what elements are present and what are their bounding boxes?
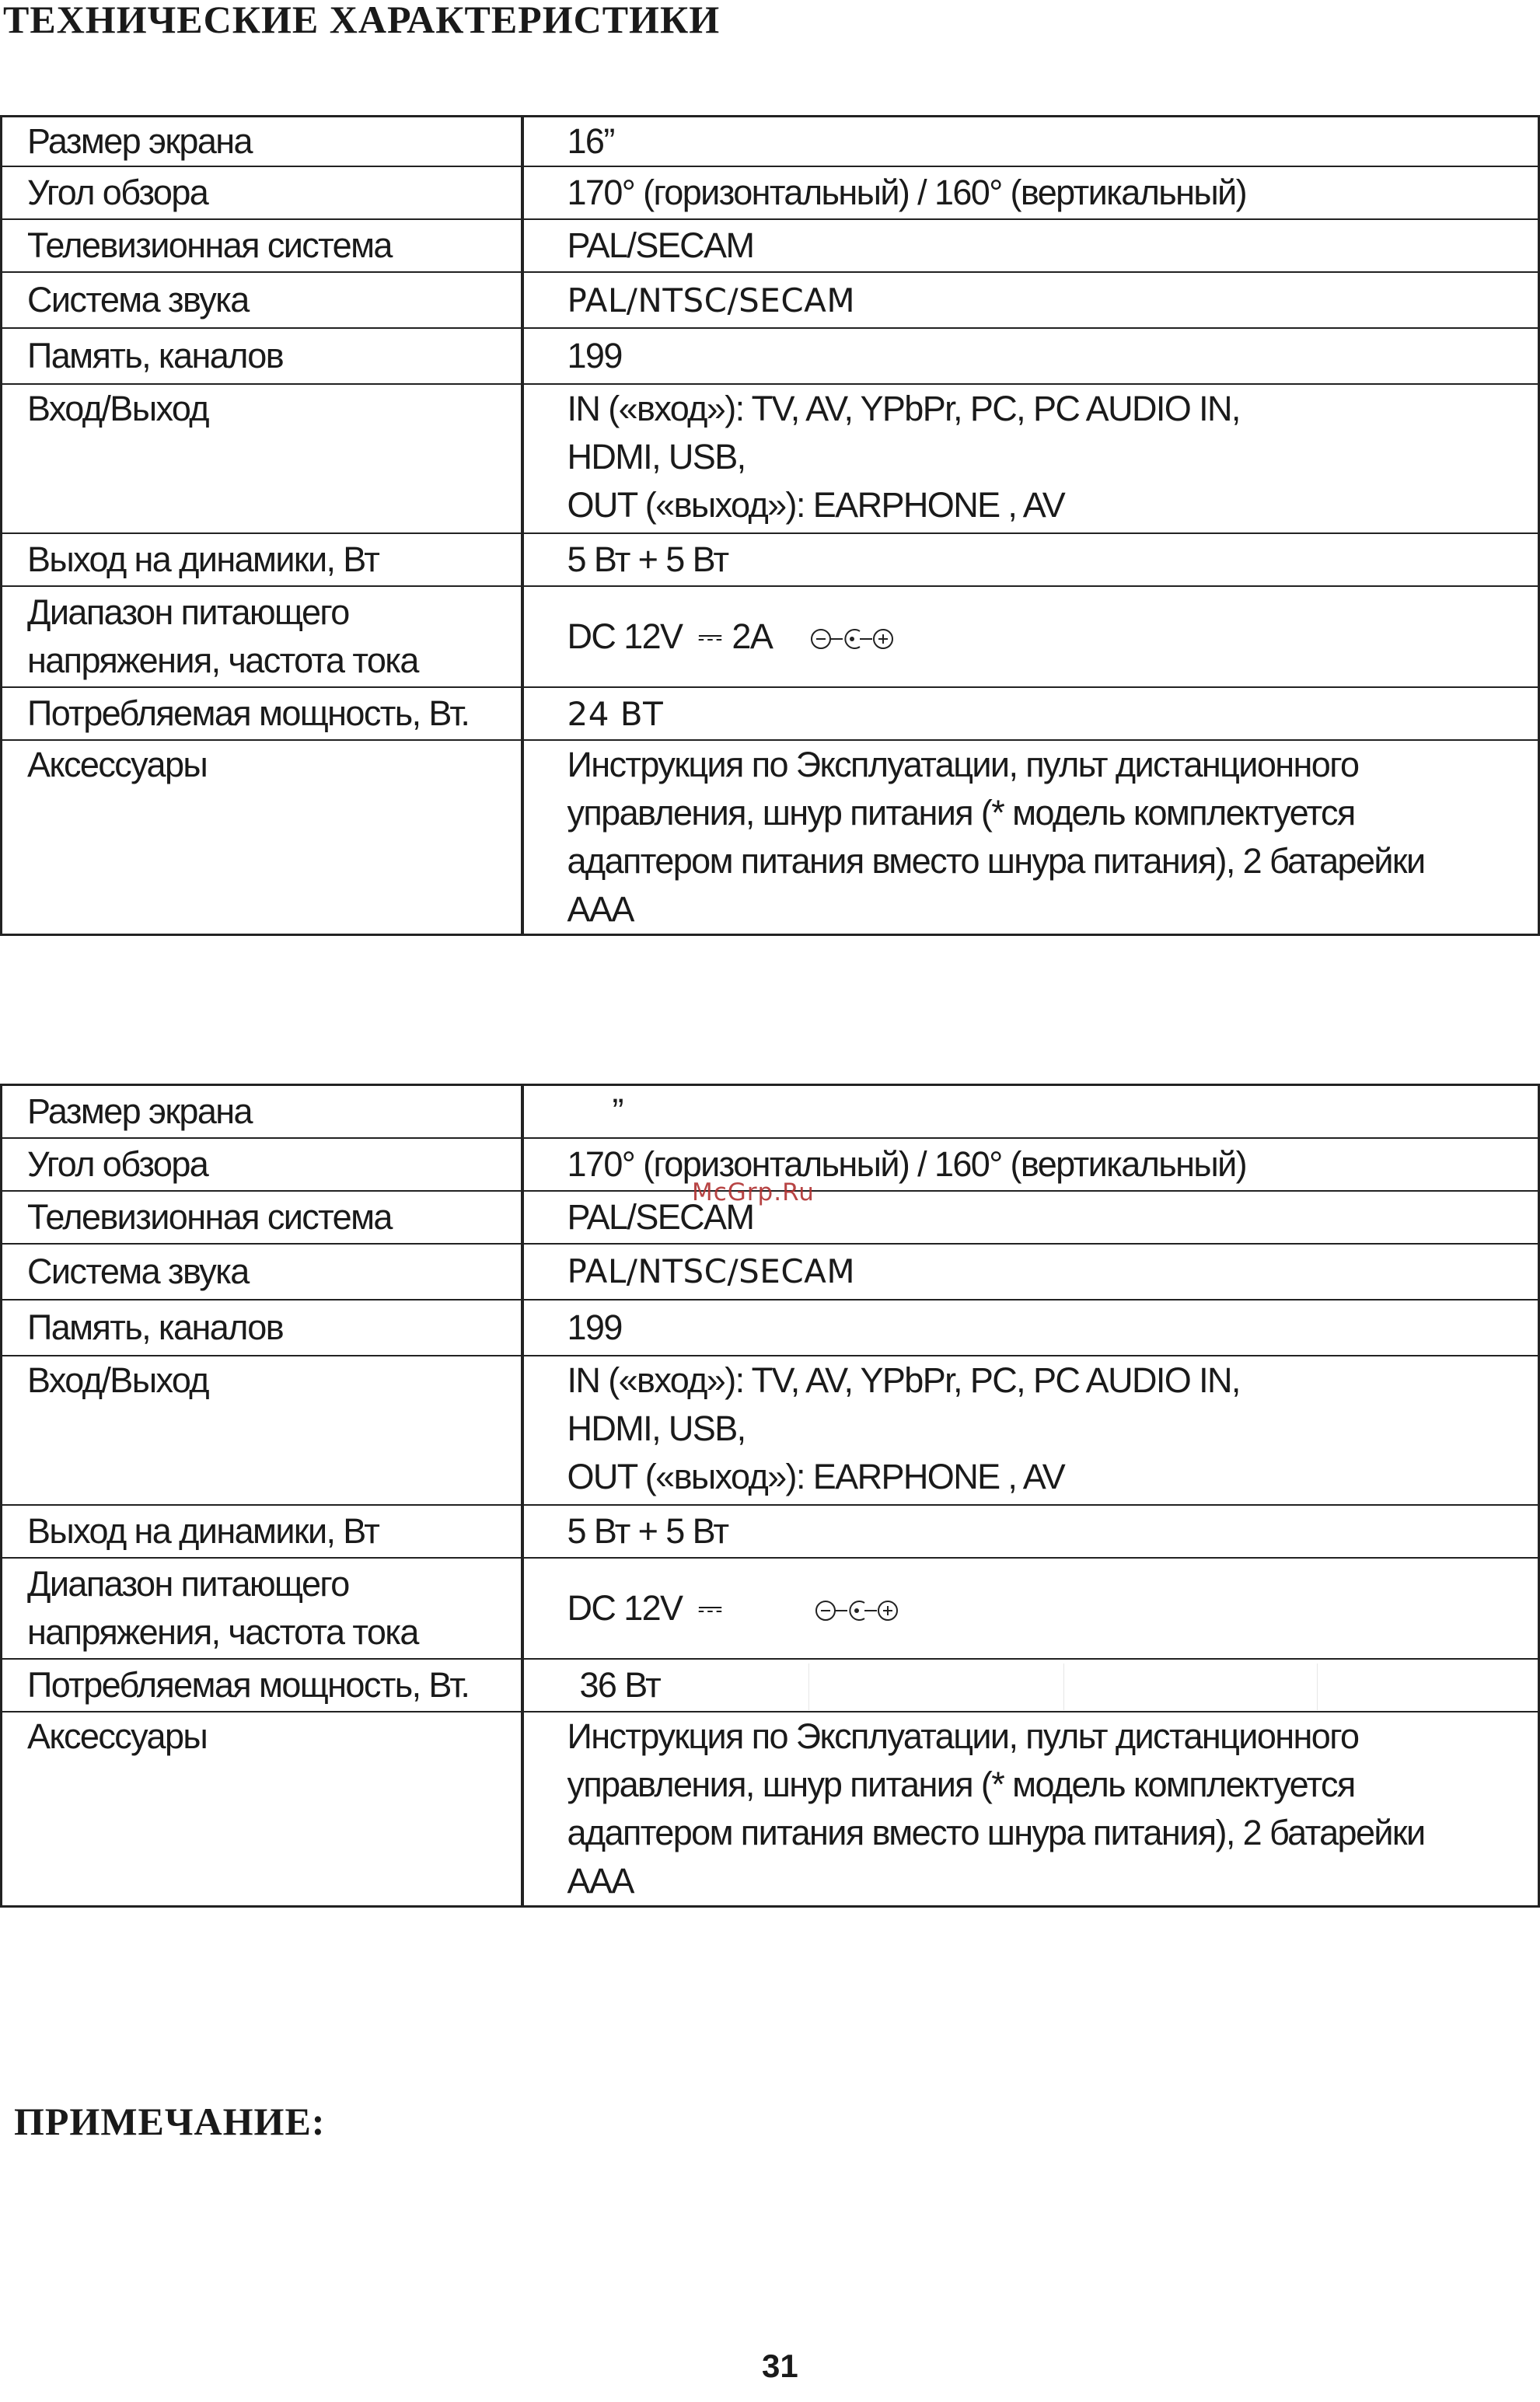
row-value: 16” <box>522 117 1539 167</box>
power-range-label-line-2: напряжения, частота тока <box>27 1611 418 1652</box>
row-label: Угол обзора <box>2 166 522 219</box>
row-input-output <box>2 384 1539 533</box>
row-value: PAL/SECAM <box>522 1191 1539 1244</box>
power-consumption-value: 36 Вт <box>579 1664 661 1705</box>
power-range-label-line-2: напряжения, частота тока <box>27 641 418 680</box>
row-input-output <box>2 1356 1539 1505</box>
row-screen-size <box>2 1085 1539 1138</box>
row-value: 5 Вт + 5 Вт <box>522 1505 1539 1558</box>
row-value <box>522 1712 1539 1907</box>
current-value: 2A <box>732 616 770 656</box>
screen-size-value: ” <box>612 1091 623 1131</box>
row-value: 5 Вт + 5 Вт <box>522 533 1539 586</box>
dc-current-icon: ⎓ <box>697 1590 718 1626</box>
accessories-line-3: адаптером питания вместо шнура питания), 2 батарейки <box>567 841 1425 881</box>
power-consumption-value: 24 ВТ <box>567 694 664 733</box>
row-label: Система звука <box>2 272 522 328</box>
accessories-line-2: управления, шнур питания (* модель комплектуется <box>567 1764 1355 1804</box>
row-label: Вход/Выход <box>2 1356 522 1505</box>
row-label: Телевизионная система <box>2 1191 522 1244</box>
row-value <box>522 586 1539 687</box>
row-tv-system <box>2 219 1539 272</box>
io-line-1: IN («вход»): TV, AV, YPbPr, PC, PC AUDIO IN, <box>567 389 1240 428</box>
row-channel-memory <box>2 328 1539 384</box>
row-power-range <box>2 586 1539 687</box>
faint-divider <box>808 1664 809 1710</box>
row-speaker-output <box>2 1505 1539 1558</box>
row-label: Потребляемая мощность, Вт. <box>2 687 522 740</box>
row-sound-system <box>2 272 1539 328</box>
accessories-line-4: ААА <box>567 889 634 929</box>
accessories-line-4: ААА <box>567 1860 634 1901</box>
row-label: Потребляемая мощность, Вт. <box>2 1659 522 1712</box>
sound-system-value: PAL/NTSC/SECAM <box>567 1252 856 1290</box>
row-label: Аксессуары <box>2 740 522 935</box>
io-line-2: HDMI, USB, <box>567 437 746 477</box>
power-range-label-line-1: Диапазон питающего <box>27 1563 349 1604</box>
io-line-3: OUT («выход»): EARPHONE , AV <box>567 485 1065 525</box>
io-line-3: OUT («выход»): EARPHONE , AV <box>567 1456 1065 1496</box>
row-value <box>522 1085 1539 1138</box>
row-label: Аксессуары <box>2 1712 522 1907</box>
row-value: 199 <box>522 328 1539 384</box>
row-value <box>522 1244 1539 1300</box>
faint-divider <box>1063 1664 1064 1710</box>
row-value <box>522 272 1539 328</box>
row-label: Угол обзора <box>2 1138 522 1191</box>
note-heading: ПРИМЕЧАНИЕ: <box>14 2100 326 2143</box>
io-line-2: HDMI, USB, <box>567 1408 746 1448</box>
row-label: Размер экрана <box>2 1085 522 1138</box>
row-value <box>522 1558 1539 1659</box>
faint-divider <box>1317 1664 1318 1710</box>
sound-system-value: PAL/NTSC/SECAM <box>567 281 856 319</box>
row-value <box>522 1659 1539 1712</box>
row-accessories <box>2 1712 1539 1907</box>
row-power-range <box>2 1558 1539 1659</box>
voltage-value: DC 12V <box>567 1587 683 1628</box>
spec-table-1 <box>0 115 1540 936</box>
row-value <box>522 687 1539 740</box>
row-accessories <box>2 740 1539 935</box>
dc-current-icon: ⎓ <box>697 619 718 655</box>
row-viewing-angle <box>2 166 1539 219</box>
row-label: Телевизионная система <box>2 219 522 272</box>
row-label: Выход на динамики, Вт <box>2 1505 522 1558</box>
page-title: ТЕХНИЧЕСКИЕ ХАРАКТЕРИСТИКИ <box>3 0 721 41</box>
row-power-consumption <box>2 687 1539 740</box>
row-value: 199 <box>522 1300 1539 1356</box>
row-value: 170° (горизонтальный) / 160° (вертикальный) <box>522 166 1539 219</box>
row-sound-system <box>2 1244 1539 1300</box>
row-value: 170° (горизонтальный) / 160° (вертикальный) <box>522 1138 1539 1191</box>
row-label: Вход/Выход <box>2 384 522 533</box>
row-screen-size <box>2 117 1539 167</box>
row-label: Размер экрана <box>2 117 522 167</box>
row-label <box>2 586 522 687</box>
row-label: Система звука <box>2 1244 522 1300</box>
row-value <box>522 1356 1539 1505</box>
accessories-line-3: адаптером питания вместо шнура питания), 2 батарейки <box>567 1812 1425 1852</box>
watermark: McGrp.Ru <box>692 1178 815 1206</box>
power-range-label-line-1: Диапазон питающего <box>27 592 349 632</box>
row-label: Память, каналов <box>2 328 522 384</box>
spec-table-2 <box>0 1084 1540 1908</box>
row-label <box>2 1558 522 1659</box>
row-value <box>522 740 1539 935</box>
voltage-value: DC 12V <box>567 616 683 656</box>
accessories-line-2: управления, шнур питания (* модель комплектуется <box>567 793 1355 833</box>
row-label: Выход на динамики, Вт <box>2 533 522 586</box>
accessories-line-1: Инструкция по Эксплуатации, пульт дистанционного <box>567 745 1359 784</box>
accessories-line-1: Инструкция по Эксплуатации, пульт дистанционного <box>567 1716 1359 1756</box>
row-value: PAL/SECAM <box>522 219 1539 272</box>
row-speaker-output <box>2 533 1539 586</box>
row-label: Память, каналов <box>2 1300 522 1356</box>
polarity-icon <box>815 1595 900 1626</box>
row-value <box>522 384 1539 533</box>
io-line-1: IN («вход»): TV, AV, YPbPr, PC, PC AUDIO IN, <box>567 1360 1240 1400</box>
row-channel-memory <box>2 1300 1539 1356</box>
row-power-consumption <box>2 1659 1539 1712</box>
page-number: 31 <box>762 2348 798 2384</box>
polarity-icon <box>810 623 896 655</box>
